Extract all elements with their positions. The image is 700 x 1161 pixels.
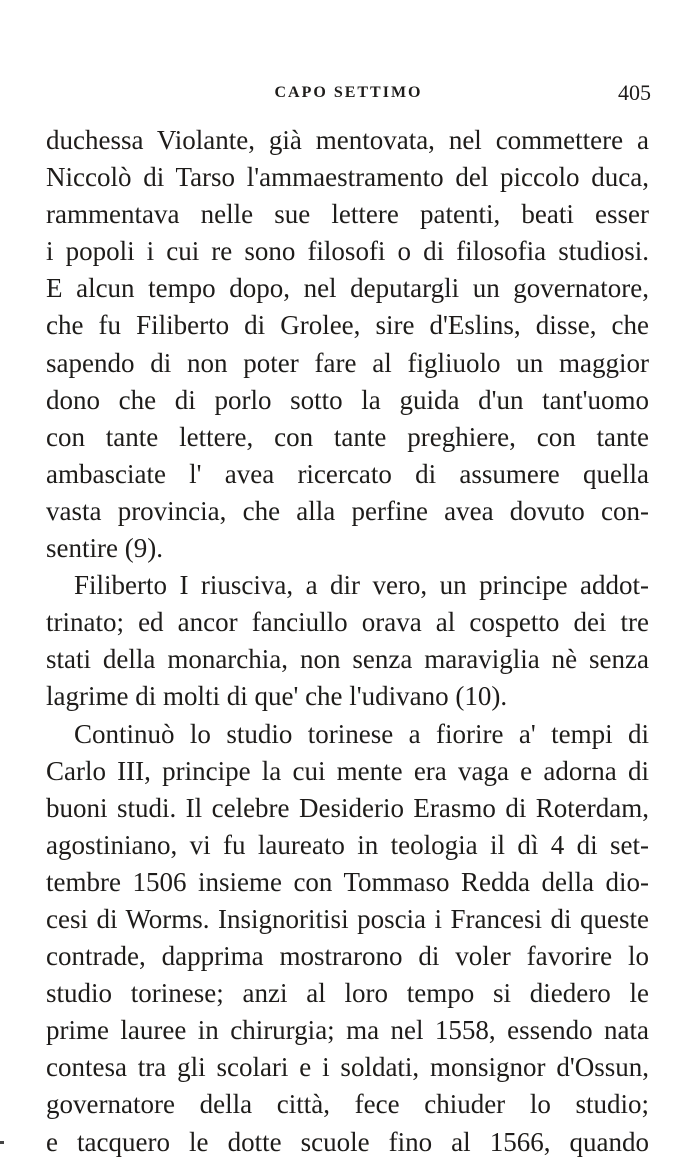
text-line: Carlo III, principe la cui mente era vaga e adorna di [46,755,649,786]
text-line: Filiberto I riusciva, a dir vero, un principe addot- [74,570,649,601]
text-line: rammentava nelle sue lettere patenti, beati esser [46,199,649,230]
text-line: Continuò lo studio torinese a fiorire a' tempi di [74,718,649,749]
text-line: trinato; ed ancor fanciullo orava al cospetto dei tre [46,607,649,638]
text-line: buoni studi. Il celebre Desiderio Erasmo di Roterdam, [46,792,649,823]
text-line: tembre 1506 insieme con Tommaso Redda della dio- [46,866,649,897]
text-line: stati della monarchia, non senza maraviglia nè senza [46,644,649,675]
text-line: agostiniano, vi fu laureato in teologia il dì 4 di set- [46,829,649,860]
text-line: lagrime di molti di que' che l'udivano (10). [46,681,508,712]
text-line: studio torinese; anzi al loro tempo si diedero le [46,978,649,1009]
text-line: governatore della città, fece chiuder lo studio; [46,1089,649,1120]
text-line: che fu Filiberto di Grolee, sire d'Eslins, disse, che [46,310,649,341]
text-line: e tacquero le dotte scuole fino al 1566, quando [46,1126,649,1157]
text-line: sapendo di non poter fare al figliuolo un maggior [46,347,649,378]
text-line: cesi di Worms. Insignoritisi poscia i Francesi di queste [46,903,649,934]
text-body [46,122,649,1161]
text-line: dono che di porlo sotto la guida d'un tant'uomo [46,384,649,415]
text-line: i popoli i cui re sono filosofi o di filosofia studiosi. [46,236,649,267]
running-title: CAPO SETTIMO [274,84,423,101]
text-line: duchessa Violante, già mentovata, nel commettere a [46,125,649,155]
running-head [46,80,651,110]
text-line: vasta provincia, che alla perfine avea dovuto con- [46,495,649,526]
text-line: contesa tra gli scolari e i soldati, monsignor d'Ossun, [46,1052,649,1083]
text-line: sentire (9). [46,533,163,564]
text-line: E alcun tempo dopo, nel deputargli un governatore, [46,273,649,304]
text-line: contrade, dapprima mostrarono di voler favorire lo [46,941,649,972]
page-number: 405 [618,80,651,105]
text-line: ambasciate l' avea ricercato di assumere quella [46,458,649,489]
scan-speck [0,1141,4,1144]
text-line: Niccolò di Tarso l'ammaestramento del piccolo duca, [46,162,649,193]
text-line: con tante lettere, con tante preghiere, con tante [46,421,649,452]
text-line: prime lauree in chirurgia; ma nel 1558, essendo nata [46,1015,649,1046]
